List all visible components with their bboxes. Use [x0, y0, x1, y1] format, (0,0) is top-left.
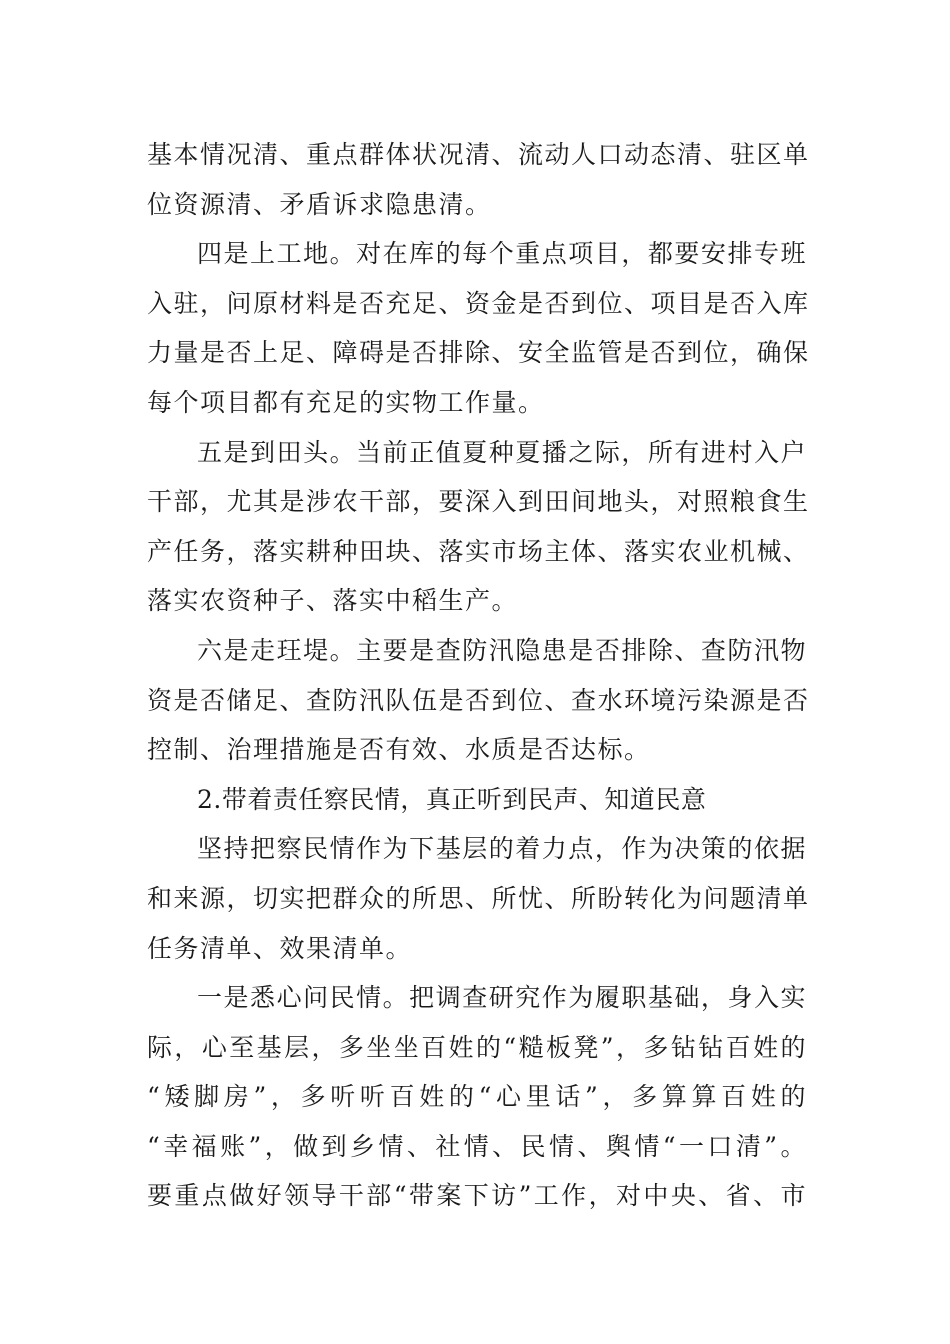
- text-line: 资是否储足、查防汛队伍是否到位、查水环境污染源是否: [147, 685, 810, 715]
- text-line: 四是上工地。对在库的每个重点项目，都要安排专班: [197, 239, 807, 269]
- document-body: [147, 130, 810, 1221]
- text-line: 基本情况清、重点群体状况清、流动人口动态清、驻区单: [147, 140, 810, 169]
- text-line: 一是悉心问民情。把调查研究作为履职基础，身入实: [197, 983, 807, 1013]
- paragraph-construction-site: [147, 229, 810, 427]
- text-line: 位资源清、矛盾诉求隐患清。: [147, 189, 492, 219]
- text-line: 六是走玨堤。主要是查防汛隐患是否排除、查防汛物: [197, 635, 807, 665]
- text-line: 五是到田头。当前正值夏种夏播之际，所有进村入户: [197, 437, 807, 467]
- paragraph-ask-public: [147, 973, 807, 1221]
- text-line: “矮脚房”，多听听百姓的“心里话”，多算算百姓的: [147, 1082, 807, 1112]
- paragraph-clear-situations: [147, 130, 810, 229]
- text-line: 每个项目都有充足的实物工作量。: [147, 387, 545, 417]
- text-line: 要重点做好领导干部“带案下访”工作，对中央、省、市: [147, 1181, 807, 1211]
- text-line: 控制、治理措施是否有效、水质是否达标。: [147, 735, 651, 765]
- section-heading: [147, 775, 807, 825]
- text-line: “幸福账”，做到乡情、社情、民情、舆情“一口清”。: [147, 1131, 807, 1161]
- paragraph-public-sentiment: [147, 824, 810, 973]
- text-line: 力量是否上足、障碍是否排除、安全监管是否到位，确保: [147, 338, 810, 368]
- text-line: 任务清单、效果清单。: [147, 933, 413, 963]
- text-line: 产任务，落实耕种田块、落实市场主体、落实农业机械、: [147, 536, 810, 566]
- paragraph-fields: [147, 428, 810, 626]
- text-line: 干部，尤其是涉农干部，要深入到田间地头，对照粮食生: [147, 487, 810, 517]
- text-line: 际，心至基层，多坐坐百姓的“糙板凳”，多钻钻百姓的: [147, 1032, 807, 1062]
- text-line: 落实农资种子、落实中稻生产。: [147, 586, 519, 616]
- paragraph-embankment: [147, 626, 810, 775]
- text-line: 坚持把察民情作为下基层的着力点，作为决策的依据: [197, 834, 807, 864]
- text-line: 入驻，问原材料是否充足、资金是否到位、项目是否入库: [147, 288, 810, 318]
- text-line: 和来源，切实把群众的所思、所忧、所盼转化为问题清单: [147, 883, 810, 913]
- heading-line: 2.带着责任察民情，真正听到民声、知道民意: [197, 784, 707, 814]
